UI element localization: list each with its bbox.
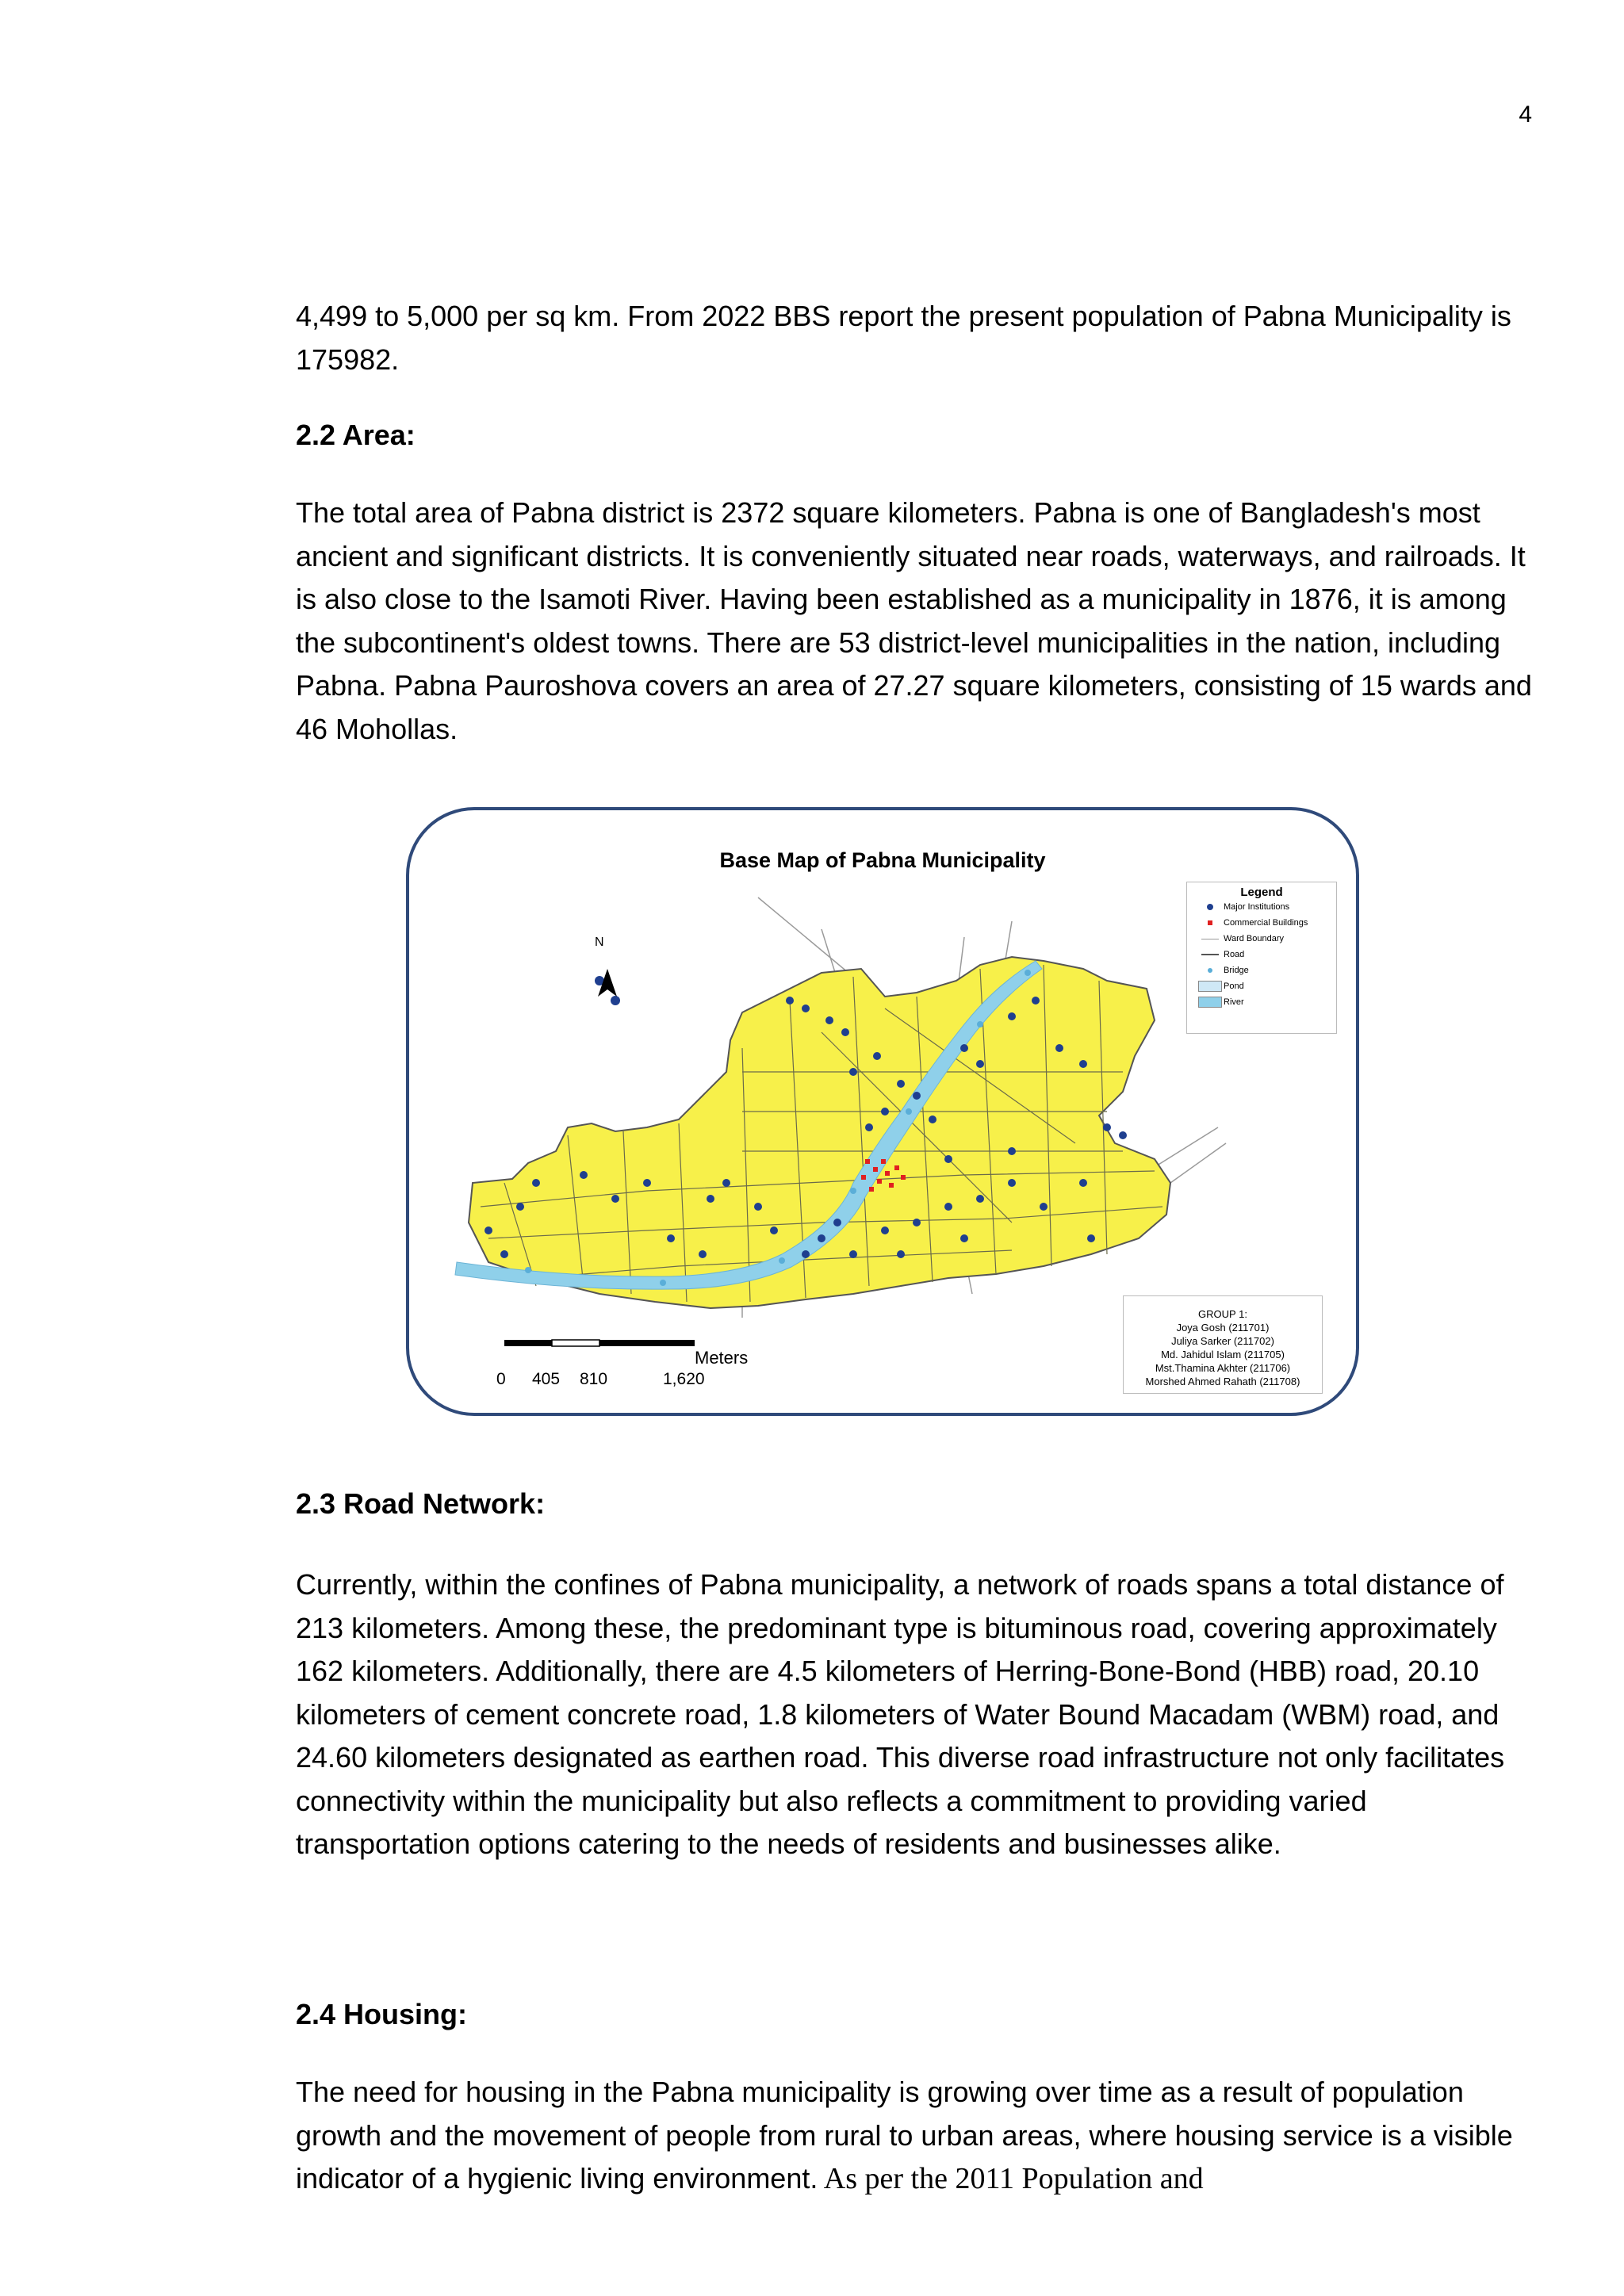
line-icon	[1197, 954, 1224, 955]
legend-item	[1187, 994, 1336, 1010]
legend-label: Pond	[1224, 982, 1244, 991]
scale-label: 0	[496, 1370, 506, 1388]
scale-bar	[504, 1340, 695, 1346]
housing-text	[296, 2071, 1549, 2201]
scale-label: 405	[532, 1370, 561, 1388]
legend-label: Ward Boundary	[1224, 934, 1285, 943]
municipality-area	[469, 957, 1170, 1308]
dot-icon	[1197, 968, 1224, 973]
road-text: Currently, within the confines of Pabna municipality, a network of roads spans a total distance of 213 kilometers. Among these, the predominant type is bituminous road, covering approximately 162 kilometers. Additionally, there are 4.5 kilometers of Herring-Bone-Bond (HBB) road, 20.10 kilometers of cement concrete road, 1.8 kilometers of Water Bound Macadam (WBM) road, and 24.60 kilometers designated as earthen road. This diverse road infrastructure not only facilitates connectivity within the municipality but also reflects a commitment to providing varied transportation options catering to the needs of residents and businesses alike.	[296, 1568, 1505, 1860]
legend-item	[1187, 962, 1336, 978]
housing-paragraph	[296, 2071, 1549, 2201]
legend-item	[1187, 899, 1336, 915]
legend-label: Road	[1224, 950, 1245, 959]
page-number: 4	[1519, 101, 1532, 128]
scale-label: 1,620	[663, 1370, 705, 1388]
group-member: Mst.Thamina Akhter (211706)	[1155, 1362, 1291, 1374]
legend-label: Major Institutions	[1224, 902, 1290, 912]
housing-text-sans: The need for housing in the Pabna municipality is growing over time as a result of population growth and the movement of people from rural to urban areas, where housing service is a visible indicator of a hygienic living environment.	[296, 2076, 1513, 2195]
road-paragraph	[296, 1563, 1549, 1866]
square-icon	[1197, 920, 1224, 925]
heading-housing: 2.4 Housing:	[296, 1998, 468, 2030]
group-credits	[1123, 1295, 1323, 1394]
group-member: Juliya Sarker (211702)	[1171, 1335, 1274, 1347]
housing-text-serif: As per the 2011 Population and	[818, 2162, 1204, 2195]
heading-road-network: 2.3 Road Network:	[296, 1487, 546, 1520]
map-title: Base Map of Pabna Municipality	[719, 848, 1046, 872]
group-member: Morshed Ahmed Rahath (211708)	[1145, 1376, 1300, 1387]
north-label: N	[595, 936, 604, 949]
dot-icon	[1197, 904, 1224, 910]
map-legend	[1186, 882, 1337, 1034]
legend-item	[1187, 915, 1336, 931]
heading-area: 2.2 Area:	[296, 419, 416, 451]
group-member: Md. Jahidul Islam (211705)	[1161, 1349, 1285, 1360]
group-title: GROUP 1:	[1198, 1308, 1247, 1320]
intro-paragraph	[296, 295, 1549, 381]
legend-label: River	[1224, 997, 1244, 1007]
scale-label: 810	[580, 1370, 608, 1388]
intro-text: 4,499 to 5,000 per sq km. From 2022 BBS report the present population of Pabna Municipality is 175982.	[296, 300, 1511, 376]
legend-item	[1187, 978, 1336, 994]
group-member: Joya Gosh (211701)	[1176, 1322, 1270, 1334]
legend-item	[1187, 931, 1336, 947]
legend-title: Legend	[1240, 886, 1283, 899]
legend-item	[1187, 947, 1336, 962]
scale-unit: Meters	[695, 1348, 749, 1368]
base-map-figure	[406, 807, 1359, 1416]
legend-label: Bridge	[1224, 966, 1249, 975]
box-icon	[1197, 997, 1224, 1008]
legend-label: Commercial Buildings	[1224, 918, 1308, 928]
area-text: The total area of Pabna district is 2372 square kilometers. Pabna is one of Bangladesh's most ancient and significant districts. It is conveniently situated near roads, waterways, and railroads. It is also close to the Isamoti River. Having been established as a municipality in 1876, it is among the subcontinent's oldest towns. There are 53 district-level municipalities in the nation, including Pabna. Pabna Pauroshova covers an area of 27.27 square kilometers, consisting of 15 wards and 46 Mohollas.	[296, 496, 1532, 745]
box-icon	[1197, 981, 1224, 992]
area-paragraph	[296, 492, 1549, 751]
